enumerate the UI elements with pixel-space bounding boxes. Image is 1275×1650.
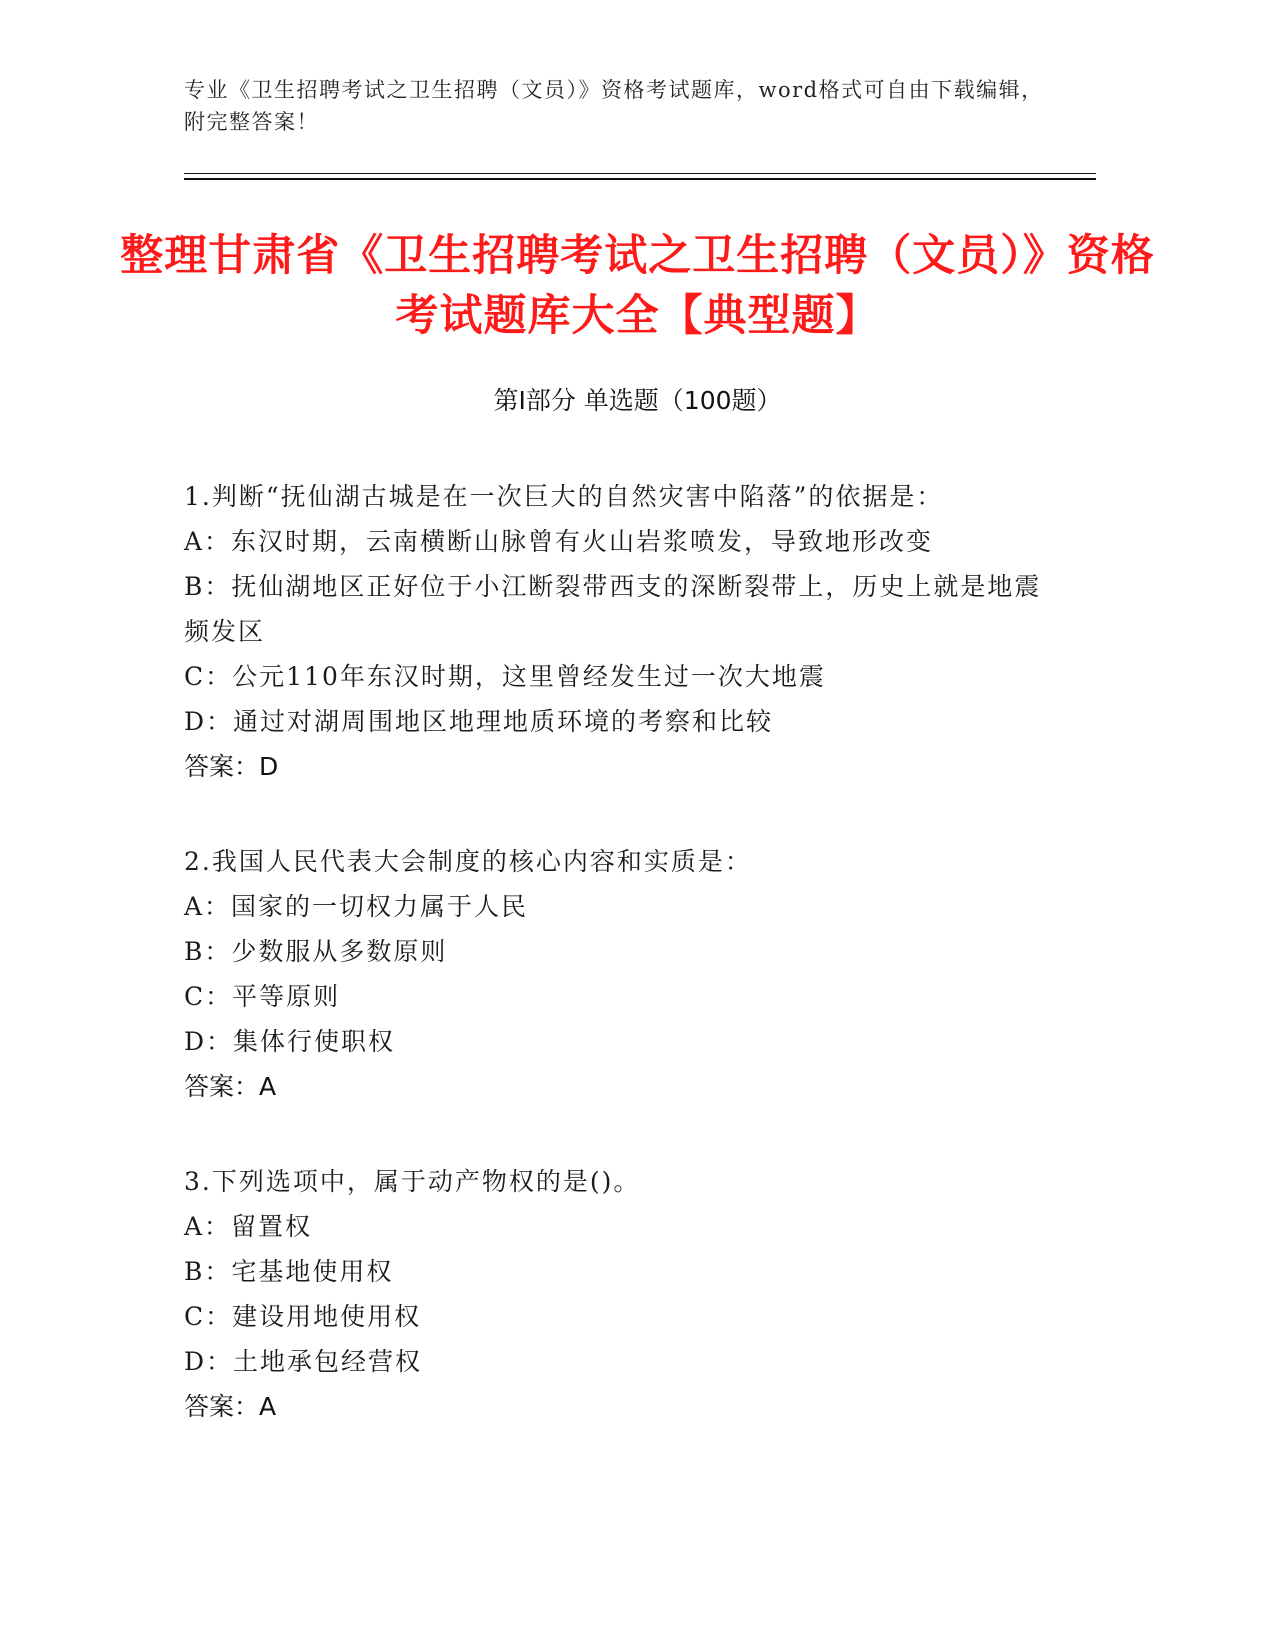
option-c: C：平等原则 — [184, 982, 341, 1011]
answer: 答案：A — [184, 1392, 277, 1421]
option-a: A：国家的一切权力属于人民 — [184, 892, 529, 921]
option-a: A：留置权 — [184, 1212, 313, 1241]
header-divider-thin — [184, 173, 1096, 174]
question-1 — [184, 474, 1064, 789]
section-heading: 第I部分 单选题（100题） — [493, 386, 782, 415]
question-stem: 3.下列选项中，属于动产物权的是()。 — [184, 1167, 641, 1196]
option-d: D：通过对湖周围地区地理地质环境的考察和比较 — [184, 707, 774, 736]
option-d: D：土地承包经营权 — [184, 1347, 423, 1376]
option-b: B：宅基地使用权 — [184, 1257, 394, 1286]
header-divider-thick — [184, 178, 1096, 180]
answer: 答案：D — [184, 752, 279, 781]
option-d: D：集体行使职权 — [184, 1027, 396, 1056]
question-3 — [184, 1159, 1064, 1429]
question-stem: 1.判断“抚仙湖古城是在一次巨大的自然灾害中陷落”的依据是： — [184, 482, 944, 511]
question-list — [184, 474, 1064, 1479]
option-b: B：抚仙湖地区正好位于小江断裂带西支的深断裂带上，历史上就是地震频发区 — [184, 572, 1042, 646]
option-a: A：东汉时期，云南横断山脉曾有火山岩浆喷发，导致地形改变 — [184, 527, 934, 556]
option-c: C：建设用地使用权 — [184, 1302, 422, 1331]
option-b: B：少数服从多数原则 — [184, 937, 448, 966]
answer: 答案：A — [184, 1072, 277, 1101]
question-stem: 2.我国人民代表大会制度的核心内容和实质是： — [184, 847, 752, 876]
option-c: C：公元110年东汉时期，这里曾经发生过一次大地震 — [184, 662, 826, 691]
document-title: 整理甘肃省《卫生招聘考试之卫生招聘（文员）》资格考试题库大全【典型题】 — [120, 231, 1155, 341]
question-2 — [184, 839, 1064, 1109]
header-note: 专业《卫生招聘考试之卫生招聘（文员）》资格考试题库，word格式可自由下载编辑，附完整答案！ — [184, 78, 1044, 134]
